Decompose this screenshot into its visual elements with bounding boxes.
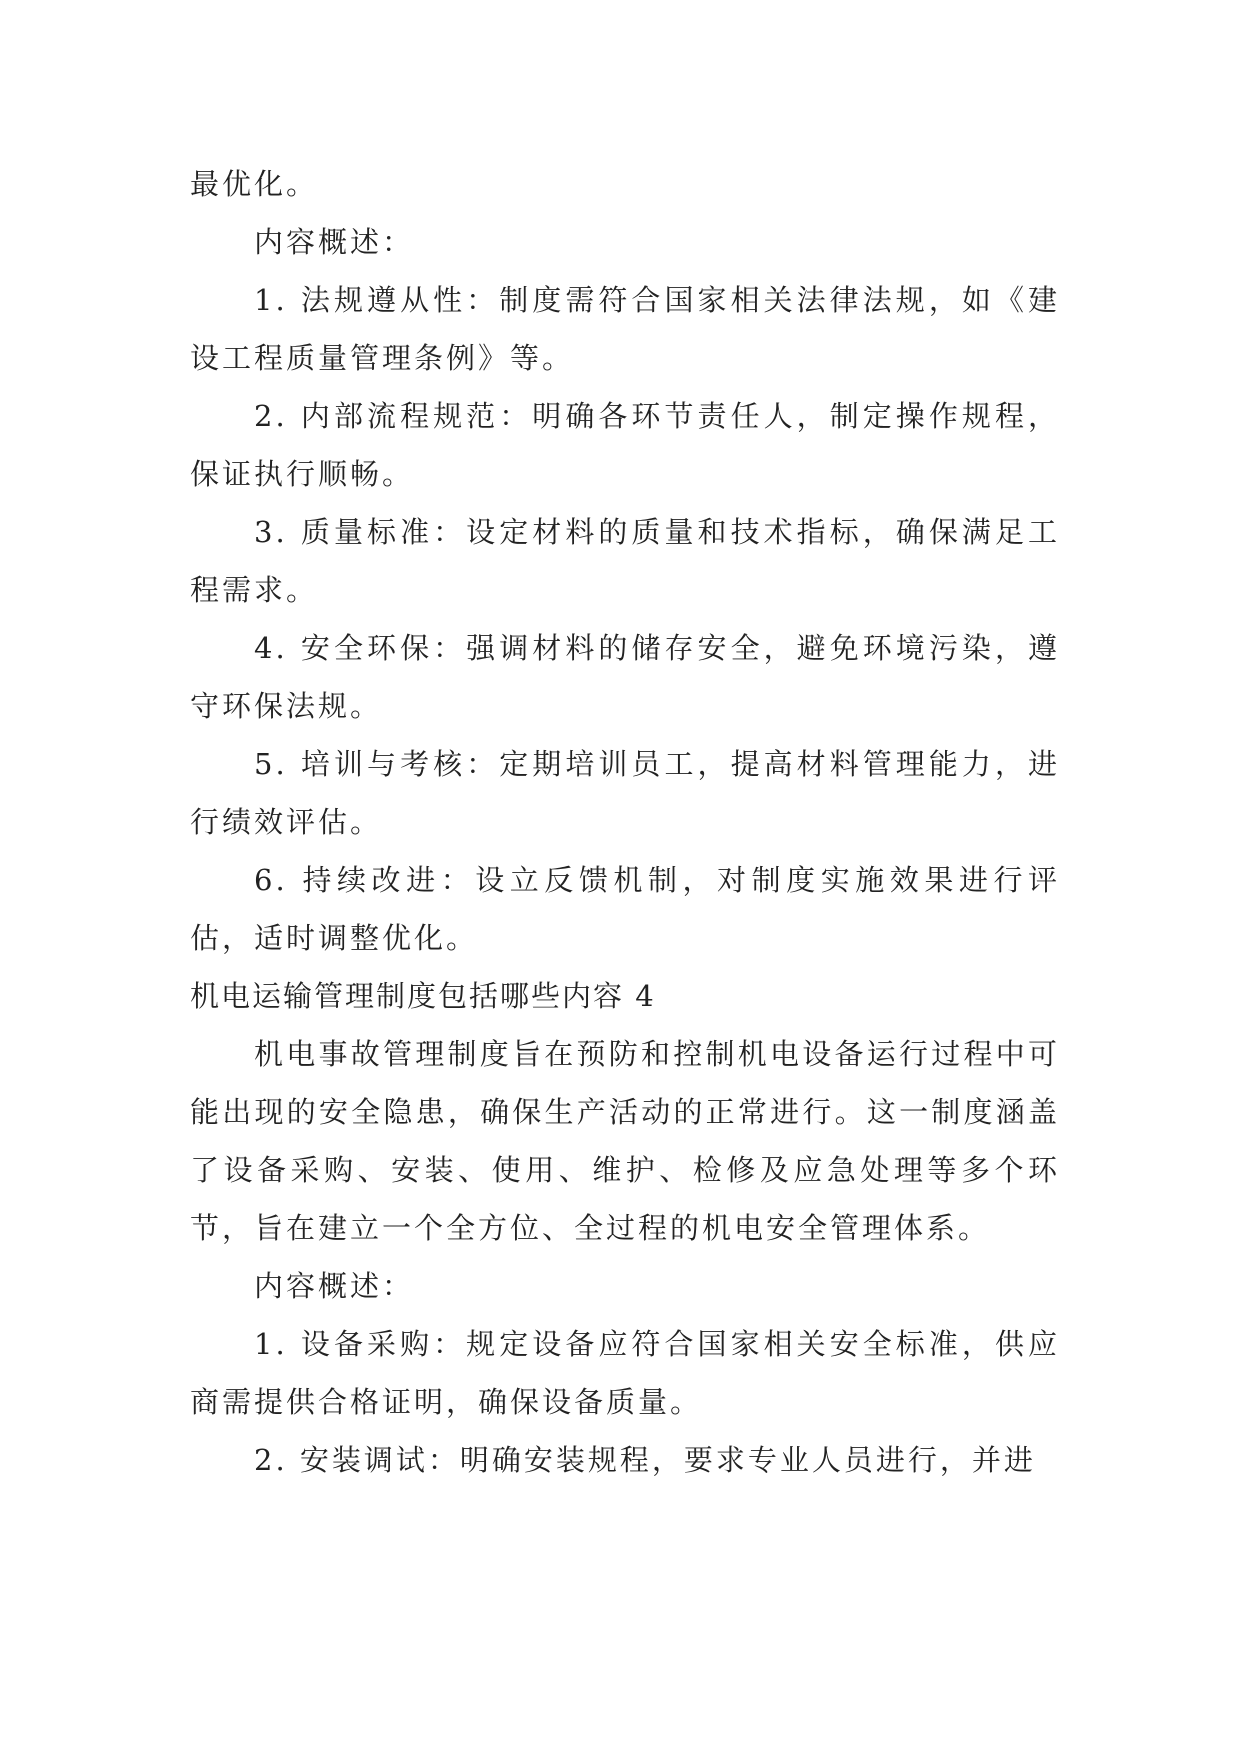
list-item-training: 5. 培训与考核：定期培训员工，提高材料管理能力，进行绩效评估。 — [190, 747, 1060, 839]
paragraph-overview-label: 内容概述： — [254, 225, 415, 259]
list-item-continuous-improvement: 6. 持续改进：设立反馈机制，对制度实施效果进行评估，适时调整优化。 — [190, 863, 1060, 955]
list-item-quality-standard: 3. 质量标准：设定材料的质量和技术指标，确保满足工程需求。 — [190, 515, 1060, 607]
paragraph-continuation: 最优化。 — [190, 167, 319, 201]
list-item-compliance: 1. 法规遵从性：制度需符合国家相关法律法规，如《建设工程质量管理条例》等。 — [190, 283, 1060, 375]
paragraph-intro: 机电事故管理制度旨在预防和控制机电设备运行过程中可能出现的安全隐患，确保生产活动的正常进行。这一制度涵盖了设备采购、安装、使用、维护、检修及应急处理等多个环节，旨在建立一个全方位、全过程的机电安全管理体系。 — [190, 1037, 1060, 1245]
list-item-procurement: 1. 设备采购：规定设备应符合国家相关安全标准，供应商需提供合格证明，确保设备质量。 — [190, 1327, 1060, 1419]
list-item-internal-process: 2. 内部流程规范：明确各环节责任人，制定操作规程，保证执行顺畅。 — [190, 399, 1060, 491]
section-heading: 机电运输管理制度包括哪些内容 4 — [190, 979, 656, 1013]
list-item-safety-environment: 4. 安全环保：强调材料的储存安全，避免环境污染，遵守环保法规。 — [190, 631, 1060, 723]
paragraph-overview-label-2: 内容概述： — [254, 1269, 415, 1303]
document-body — [190, 155, 1060, 1489]
list-item-installation: 2. 安装调试：明确安装规程，要求专业人员进行，并进 — [254, 1443, 1036, 1477]
